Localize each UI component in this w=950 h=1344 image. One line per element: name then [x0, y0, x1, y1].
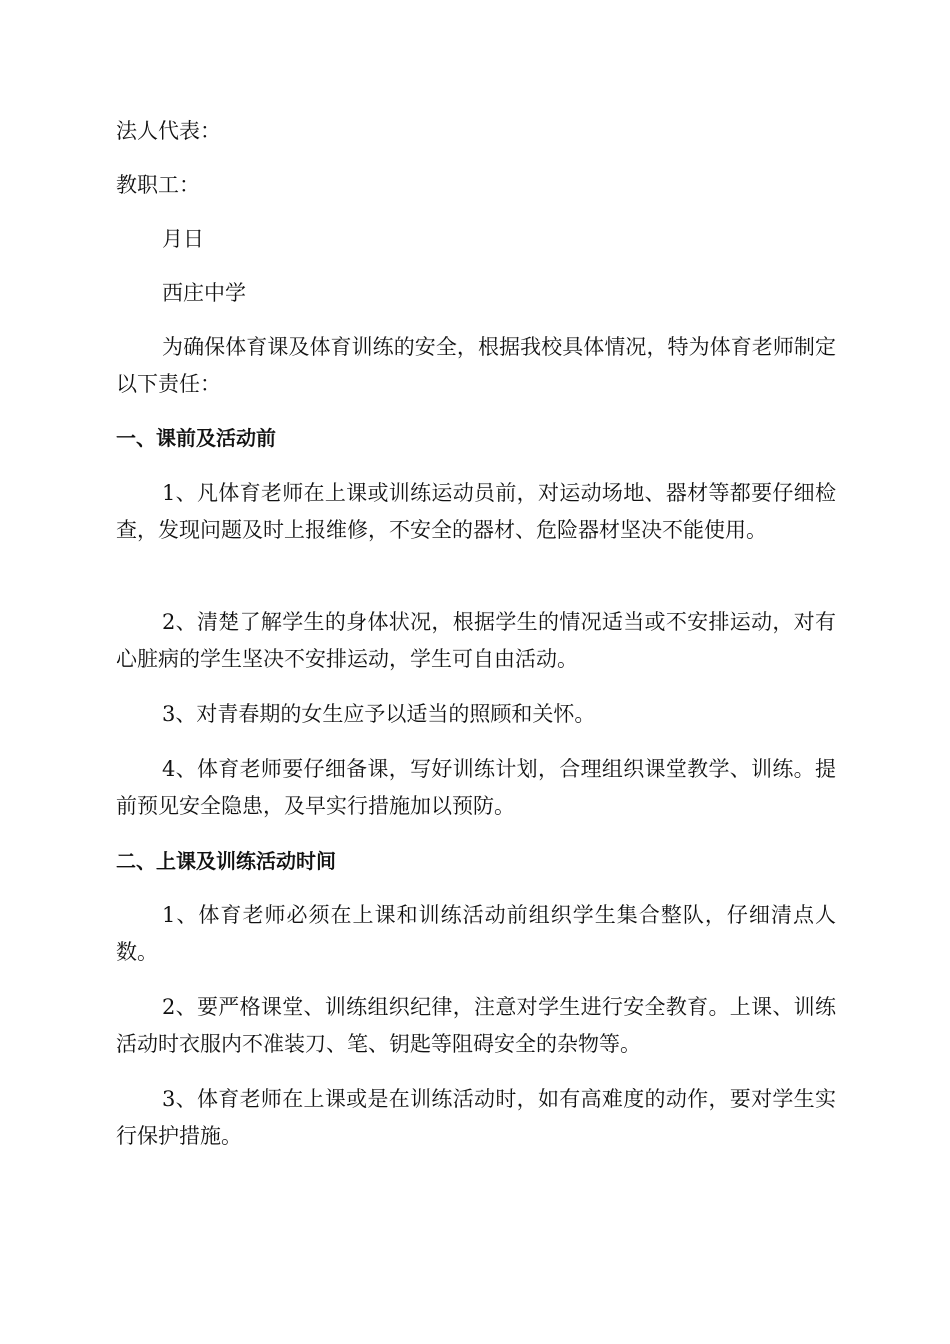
section-1-item-1: 1、凡体育老师在上课或训练运动员前，对运动场地、器材等都要仔细检查，发现问题及时上报维修，不安全的器材、危险器材坚决不能使用。 — [116, 481, 836, 542]
section-2-item-2: 2、要严格课堂、训练组织纪律，注意对学生进行安全教育。上课、训练活动时衣服内不准装刀、笔、钥匙等阻碍安全的杂物等。 — [116, 995, 836, 1056]
section-1-item-2: 2、清楚了解学生的身体状况，根据学生的情况适当或不安排运动，对有心脏病的学生坚决不安排运动，学生可自由活动。 — [116, 610, 836, 671]
section-heading-1: 一、课前及活动前 — [116, 426, 276, 450]
intro-paragraph: 为确保体育课及体育训练的安全，根据我校具体情况，特为体育老师制定以下责任： — [116, 335, 836, 396]
section-2-item-1: 1、体育老师必须在上课和训练活动前组织学生集合整队，仔细清点人数。 — [116, 903, 836, 964]
school-name: 西庄中学 — [162, 281, 246, 305]
staff-line: 教职工： — [116, 173, 200, 197]
date-line: 月日 — [162, 227, 204, 251]
section-heading-2: 二、上课及训练活动时间 — [116, 849, 336, 873]
section-1-item-3: 3、对青春期的女生应予以适当的照顾和关怀。 — [162, 702, 596, 726]
section-2-item-3: 3、体育老师在上课或是在训练活动时，如有高难度的动作，要对学生实行保护措施。 — [116, 1087, 836, 1148]
section-1-item-4: 4、体育老师要仔细备课，写好训练计划，合理组织课堂教学、训练。提前预见安全隐患，及早实行措施加以预防。 — [116, 757, 836, 818]
legal-rep-line: 法人代表： — [116, 119, 221, 143]
